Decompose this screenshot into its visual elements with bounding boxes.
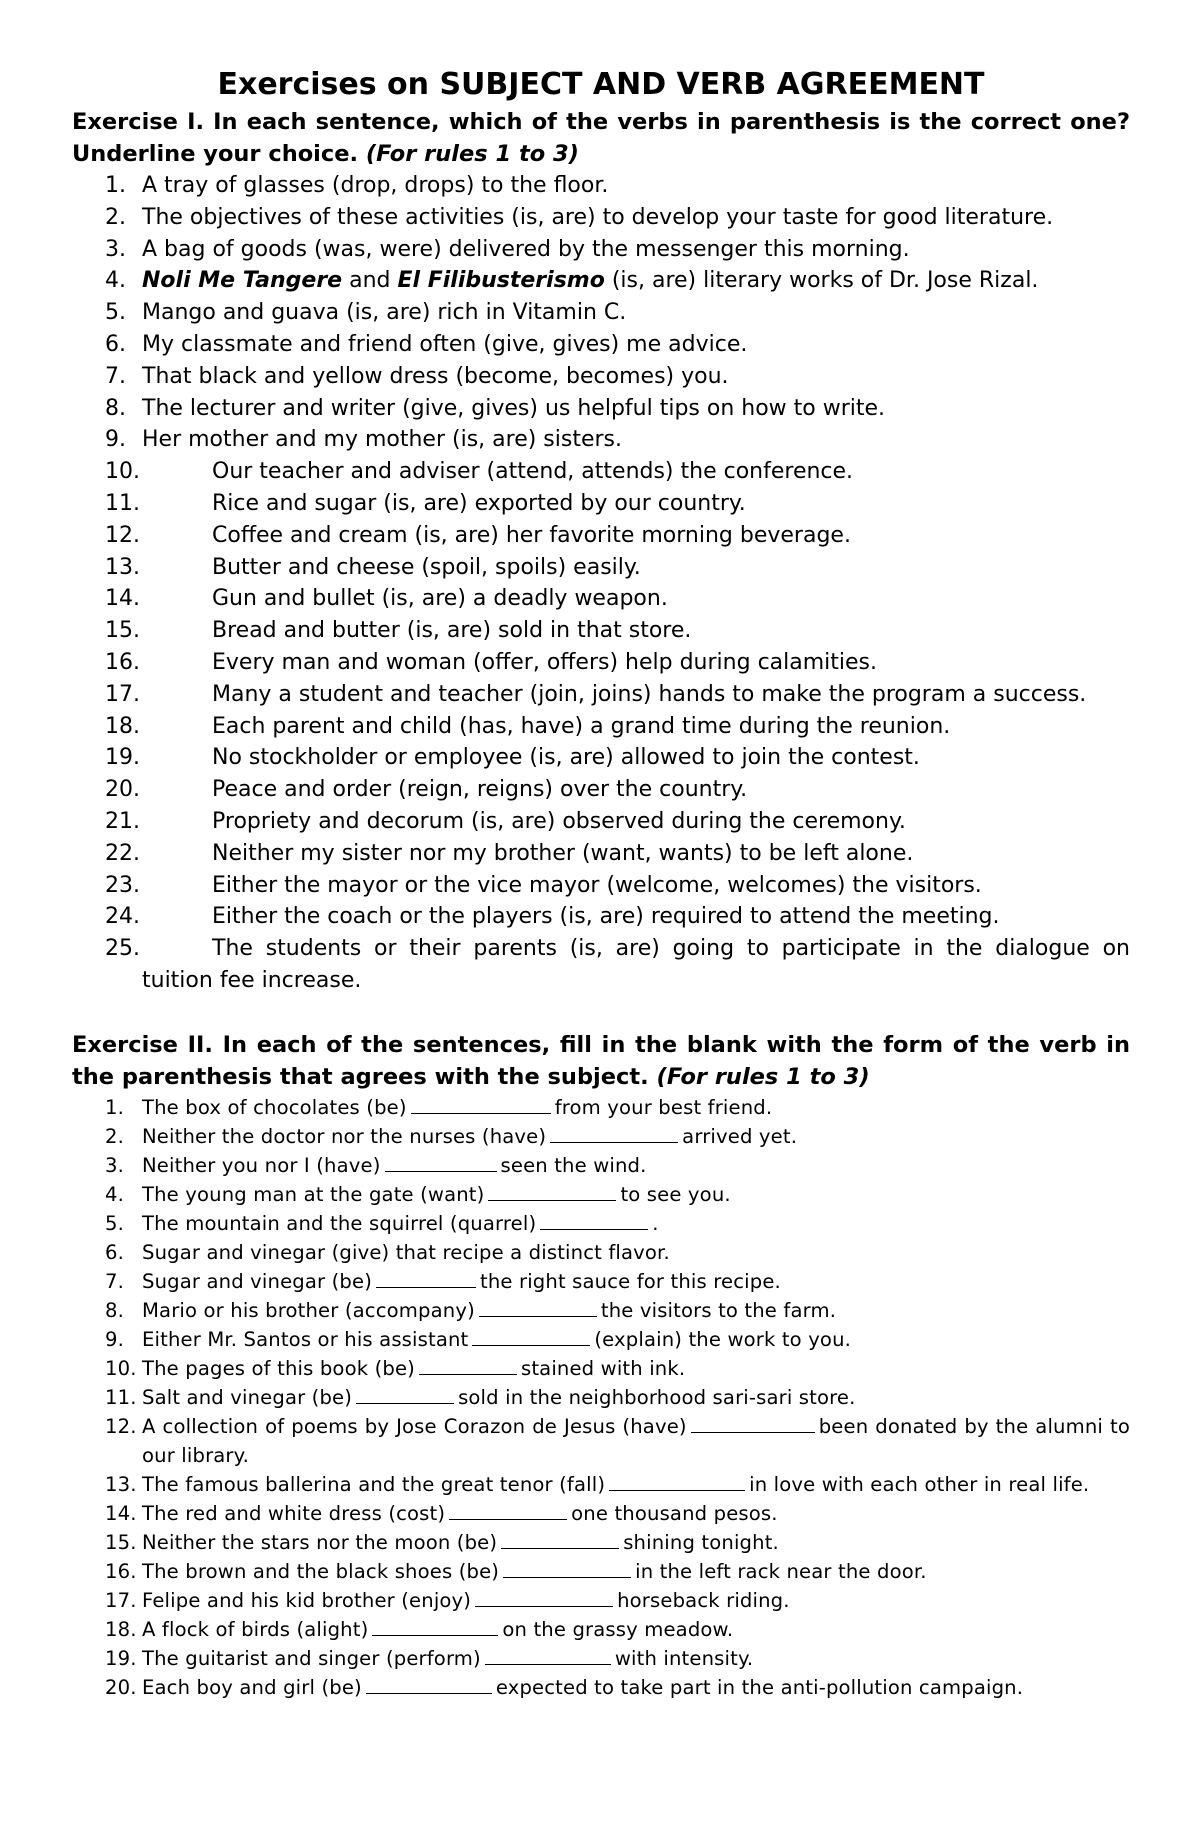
item-text: My classmate and friend often (give, gives) me advice. <box>142 331 748 357</box>
item-text: Propriety and decorum (is, are) observed during the ceremony. <box>212 808 906 834</box>
item-text: Each boy and girl (be) <box>142 1675 362 1699</box>
exercise-2-item <box>72 1325 1130 1354</box>
exercise-1-item <box>72 774 1130 806</box>
book-title: El Filibusterismo <box>397 268 605 294</box>
item-number: 22. <box>105 840 140 866</box>
exercise-1-item <box>72 742 1130 774</box>
item-text: on the grassy meadow. <box>502 1617 734 1641</box>
section-spacer <box>72 997 1130 1029</box>
answer-blank[interactable] <box>550 1122 678 1143</box>
item-number: 6. <box>105 331 126 357</box>
item-number: 8. <box>105 395 126 421</box>
item-number: 10. <box>105 1356 137 1380</box>
item-text: Mango and guava (is, are) rich in Vitamin C. <box>142 300 627 326</box>
answer-blank[interactable] <box>501 1528 619 1549</box>
item-text: A tray of glasses (drop, drops) to the floor. <box>142 173 609 198</box>
item-number: 24. <box>105 904 140 930</box>
item-text: with intensity. <box>614 1646 754 1670</box>
exercise-2-item <box>72 1180 1130 1209</box>
item-text: Sugar and vinegar (be) <box>142 1269 372 1293</box>
item-number: 17. <box>105 681 140 707</box>
item-text: The pages of this book (be) <box>142 1356 415 1380</box>
item-number: 2. <box>105 1124 124 1148</box>
exercise-2-heading <box>72 1029 1130 1093</box>
answer-blank[interactable] <box>472 1325 590 1346</box>
item-number: 15. <box>105 618 140 644</box>
answer-blank[interactable] <box>488 1180 616 1201</box>
exercise-2-instructions: Exercise II. In each of the sentences, fill in the blank with the form of the verb in the parenthesis that agrees with the subject. <box>72 1031 1130 1090</box>
exercise-1-item <box>72 393 1130 425</box>
exercise-2-item <box>72 1586 1130 1615</box>
item-text: Each parent and child (has, have) a grand time during the reunion. <box>212 713 951 739</box>
item-text: Salt and vinegar (be) <box>142 1385 353 1409</box>
item-text: arrived yet. <box>682 1124 798 1148</box>
exercise-1-note: (For rules 1 to 3) <box>365 141 579 167</box>
exercise-1-item <box>72 520 1130 552</box>
exercise-1-item <box>72 329 1130 361</box>
item-number: 1. <box>105 173 126 198</box>
item-number: 3. <box>105 1153 124 1177</box>
item-text: in the left rack near the door. <box>635 1559 927 1583</box>
answer-blank[interactable] <box>419 1354 517 1375</box>
exercise-1-item <box>72 615 1130 647</box>
item-text: No stockholder or employee (is, are) allowed to join the contest. <box>212 745 920 771</box>
item-text: Every man and woman (offer, offers) help during calamities. <box>212 649 878 675</box>
answer-blank[interactable] <box>356 1383 454 1404</box>
item-text: The young man at the gate (want) <box>142 1182 485 1206</box>
exercise-2-item <box>72 1093 1130 1122</box>
item-text: Neither the stars nor the moon (be) <box>142 1530 498 1554</box>
item-number: 14. <box>105 1501 137 1525</box>
answer-blank[interactable] <box>385 1151 497 1172</box>
item-text: Either Mr. Santos or his assistant <box>142 1327 469 1351</box>
item-text: seen the wind. <box>500 1153 647 1177</box>
item-text: (is, are) literary works of Dr. Jose Rizal. <box>604 268 1039 294</box>
item-text: Neither my sister nor my brother (want, wants) to be left alone. <box>212 840 914 866</box>
item-text: stained with ink. <box>520 1356 686 1380</box>
item-number: 11. <box>105 490 140 516</box>
exercise-1-item <box>72 424 1130 456</box>
item-text: been donated by the alumni to our library. <box>142 1414 1130 1467</box>
exercise-1-item <box>72 679 1130 711</box>
exercise-1-instructions: Exercise I. In each sentence, which of the verbs in parenthesis is the correct one? Underline your choice. <box>72 109 1130 167</box>
answer-blank[interactable] <box>376 1267 476 1288</box>
exercise-2-item <box>72 1238 1130 1267</box>
item-text: The brown and the black shoes (be) <box>142 1559 500 1583</box>
item-number: 2. <box>105 204 126 230</box>
exercise-2-item <box>72 1267 1130 1296</box>
item-number: 21. <box>105 808 140 834</box>
exercise-1-item <box>72 234 1130 266</box>
item-text: in love with each other in real life. <box>749 1472 1090 1496</box>
item-text: (explain) the work to you. <box>594 1327 852 1351</box>
exercise-1-item <box>72 647 1130 679</box>
exercise-1-item <box>72 170 1130 202</box>
exercise-2-item <box>72 1412 1130 1470</box>
item-text: Neither the doctor nor the nurses (have) <box>142 1124 547 1148</box>
answer-blank[interactable] <box>691 1412 815 1433</box>
answer-blank[interactable] <box>372 1615 498 1636</box>
item-text: Neither you nor I (have) <box>142 1153 381 1177</box>
exercise-2-note: (For rules 1 to 3) <box>656 1063 870 1090</box>
answer-blank[interactable] <box>485 1644 611 1665</box>
item-text: Either the coach or the players (is, are) required to attend the meeting. <box>212 904 1000 930</box>
exercise-1-item <box>72 488 1130 520</box>
answer-blank[interactable] <box>503 1557 631 1578</box>
exercise-1-item <box>72 202 1130 234</box>
item-number: 19. <box>105 745 140 771</box>
item-number: 12. <box>105 522 140 548</box>
item-text: The lecturer and writer (give, gives) us helpful tips on how to write. <box>142 395 886 421</box>
exercise-1-item <box>72 933 1130 997</box>
item-number: 13. <box>105 554 140 580</box>
book-title: Noli Me Tangere <box>142 268 343 294</box>
item-text: The box of chocolates (be) <box>142 1095 407 1119</box>
exercise-1-item <box>72 456 1130 488</box>
item-number: 5. <box>105 1211 124 1235</box>
exercise-2-item <box>72 1122 1130 1151</box>
answer-blank[interactable] <box>540 1209 648 1230</box>
exercise-1-item <box>72 838 1130 870</box>
item-text: Many a student and teacher (join, joins) hands to make the program a success. <box>212 681 1087 707</box>
exercise-1-item <box>72 297 1130 329</box>
item-number: 25. <box>105 936 140 962</box>
item-number: 9. <box>105 427 126 453</box>
item-text: Coffee and cream (is, are) her favorite morning beverage. <box>212 522 851 548</box>
item-text: one thousand pesos. <box>571 1501 778 1525</box>
exercise-2-item <box>72 1209 1130 1238</box>
item-text: shining tonight. <box>623 1530 779 1554</box>
item-number: 14. <box>105 586 140 612</box>
item-number: 1. <box>105 1095 124 1119</box>
exercise-1-item <box>72 901 1130 933</box>
answer-blank[interactable] <box>609 1470 745 1491</box>
item-number: 11. <box>105 1385 137 1409</box>
item-text: The mountain and the squirrel (quarrel) <box>142 1211 537 1235</box>
exercise-2-item <box>72 1644 1130 1673</box>
item-number: 18. <box>105 713 140 739</box>
exercise-2-item <box>72 1499 1130 1528</box>
item-text: Her mother and my mother (is, are) sisters. <box>142 427 623 453</box>
item-number: 7. <box>105 363 126 389</box>
item-number: 18. <box>105 1617 137 1641</box>
item-number: 7. <box>105 1269 124 1293</box>
exercise-1-item <box>72 361 1130 393</box>
answer-blank[interactable] <box>366 1673 492 1694</box>
exercise-2-item <box>72 1528 1130 1557</box>
item-number: 15. <box>105 1530 137 1554</box>
answer-blank[interactable] <box>449 1499 567 1520</box>
item-number: 17. <box>105 1588 137 1612</box>
item-text: Butter and cheese (spoil, spoils) easily. <box>212 554 641 580</box>
item-text: Rice and sugar (is, are) exported by our country. <box>212 490 746 516</box>
exercise-1-item <box>72 806 1130 838</box>
item-text: Mario or his brother (accompany) <box>142 1298 475 1322</box>
item-text: Gun and bullet (is, are) a deadly weapon. <box>212 586 668 612</box>
exercise-2-item <box>72 1615 1130 1644</box>
exercise-2-item <box>72 1151 1130 1180</box>
item-text: Either the mayor or the vice mayor (welcome, welcomes) the visitors. <box>212 872 982 898</box>
item-number: 20. <box>105 1675 137 1699</box>
item-text: and <box>342 268 398 294</box>
item-text: the right sauce for this recipe. <box>480 1269 781 1293</box>
item-text: A bag of goods (was, were) delivered by the messenger this morning. <box>142 236 910 262</box>
answer-blank[interactable] <box>475 1586 613 1607</box>
exercise-1-heading <box>72 106 1130 170</box>
item-text: A collection of poems by Jose Corazon de Jesus (have) <box>142 1414 687 1438</box>
exercise-1-item <box>72 583 1130 615</box>
answer-blank[interactable] <box>479 1296 597 1317</box>
item-number: 4. <box>105 1182 124 1206</box>
item-number: 9. <box>105 1327 124 1351</box>
exercise-1-item <box>72 265 1130 297</box>
exercise-2-list <box>72 1093 1130 1702</box>
item-text: expected to take part in the anti-pollution campaign. <box>495 1675 1024 1699</box>
item-text: The famous ballerina and the great tenor (fall) <box>142 1472 606 1496</box>
item-text: A flock of birds (alight) <box>142 1617 369 1641</box>
item-number: 5. <box>105 300 126 326</box>
item-text: horseback riding. <box>617 1588 790 1612</box>
item-text: That black and yellow dress (become, becomes) you. <box>142 363 729 389</box>
item-number: 19. <box>105 1646 137 1670</box>
item-number: 12. <box>105 1414 137 1438</box>
exercise-2-item <box>72 1673 1130 1702</box>
exercise-1-item <box>72 870 1130 902</box>
answer-blank[interactable] <box>411 1093 551 1114</box>
item-text: Our teacher and adviser (attend, attends) the conference. <box>212 459 854 485</box>
item-text: Felipe and his kid brother (enjoy) <box>142 1588 472 1612</box>
item-text: The students or their parents (is, are) going to participate in the dialogue on tuition fee increase. <box>142 936 1130 993</box>
item-number: 23. <box>105 872 140 898</box>
item-text: to see you. <box>620 1182 731 1206</box>
item-text: sold in the neighborhood sari-sari store. <box>458 1385 856 1409</box>
item-text: Sugar and vinegar (give) that recipe a distinct flavor. <box>142 1240 670 1264</box>
exercise-1-item <box>72 711 1130 743</box>
exercise-2-item <box>72 1296 1130 1325</box>
exercise-1-item <box>72 552 1130 584</box>
item-number: 6. <box>105 1240 124 1264</box>
item-number: 20. <box>105 777 140 803</box>
item-text: The red and white dress (cost) <box>142 1501 446 1525</box>
exercise-2-item <box>72 1470 1130 1499</box>
item-number: 16. <box>105 1559 137 1583</box>
item-number: 8. <box>105 1298 124 1322</box>
item-text: The guitarist and singer (perform) <box>142 1646 481 1670</box>
exercise-1-list <box>72 170 1130 997</box>
item-text: from your best friend. <box>554 1095 773 1119</box>
item-text: . <box>652 1211 659 1235</box>
item-text: Bread and butter (is, are) sold in that store. <box>212 618 692 644</box>
exercise-2-item <box>72 1354 1130 1383</box>
item-number: 16. <box>105 649 140 675</box>
item-text: Peace and order (reign, reigns) over the country. <box>212 777 748 803</box>
page-title: Exercises on SUBJECT AND VERB AGREEMENT <box>217 67 985 102</box>
exercise-2-item <box>72 1383 1130 1412</box>
item-text: The objectives of these activities (is, are) to develop your taste for good literature. <box>142 204 1054 230</box>
exercise-2-item <box>72 1557 1130 1586</box>
item-number: 10. <box>105 459 140 485</box>
item-number: 3. <box>105 236 126 262</box>
item-text: the visitors to the farm. <box>600 1298 837 1322</box>
item-number: 4. <box>105 268 126 294</box>
item-number: 13. <box>105 1472 137 1496</box>
